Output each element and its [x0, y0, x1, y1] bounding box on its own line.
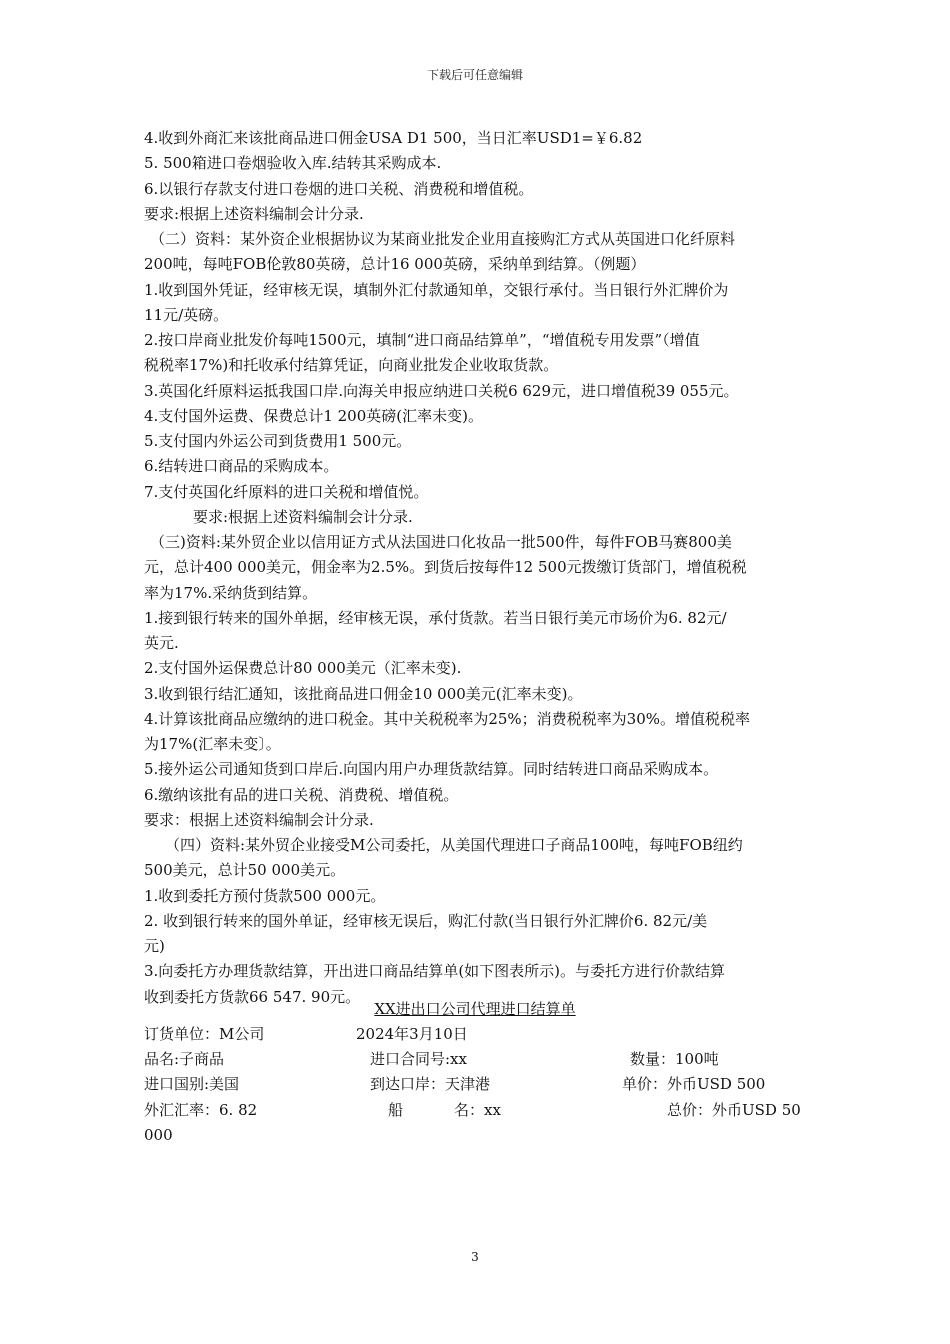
form-ship-name: 名：xx — [454, 1101, 501, 1119]
text-line: 3.收到银行结汇通知，该批商品进口佣金10 000美元(汇率未变)。 — [144, 685, 583, 703]
form-ship-label: 船 — [388, 1101, 404, 1119]
text-line: 11元/英磅。 — [144, 306, 229, 324]
text-line: 2. 收到银行转来的国外单证，经审核无误后，购汇付款(当日银行外汇牌价6. 82元/美 — [144, 912, 708, 930]
form-arrival-port: 到达口岸：天津港 — [370, 1075, 491, 1093]
text-line: （三)资料:某外贸企业以信用证方式从法国进口化妆品一批500件，每件FOB马赛800美 — [150, 533, 732, 551]
text-line: 6.结转进口商品的采购成本。 — [144, 457, 339, 475]
page-number: 3 — [471, 1250, 479, 1264]
form-unit-price: 单价：外币USD 500 — [622, 1075, 766, 1093]
text-line: 元，总计400 000美元，佣金率为2.5%。到货后按每件12 500元拨缴订货部门，增值税税 — [144, 558, 747, 576]
text-line: 500美元，总计50 000美元。 — [144, 861, 346, 879]
text-line: 要求：根据上述资料编制会计分录. — [144, 811, 374, 829]
text-line: 要求:根据上述资料编制会计分录. — [144, 205, 364, 223]
text-line: 4.收到外商汇来该批商品进口佣金USA D1 500，当日汇率USD1=￥6.82 — [144, 129, 643, 147]
form-contract-no: 进口合同号:xx — [370, 1050, 467, 1068]
form-date: 2024年3月10日 — [356, 1025, 468, 1043]
text-line: 3.英国化纤原料运抵我国口岸.向海关申报应纳进口关税6 629元，进口增值税39 055元。 — [144, 382, 739, 400]
text-line: 英元. — [144, 634, 179, 652]
text-line: 4.计算该批商品应缴纳的进口税金。其中关税税率为25%；消费税税率为30%。增值税税率 — [144, 710, 750, 728]
text-line: 3.向委托方办理货款结算，开出进口商品结算单(如下图表所示)。与委托方进行价款结算 — [144, 962, 726, 980]
page-header: 下载后可任意编辑 — [426, 68, 523, 82]
text-line: 1.收到委托方预付货款500 000元。 — [144, 887, 386, 905]
text-line: 6.以银行存款支付进口卷烟的进口关税、消费税和增值税。 — [144, 180, 534, 198]
form-title: XX进出口公司代理进口结算单 — [374, 1000, 576, 1018]
text-line: 2.按口岸商业批发价每吨1500元，填制“进口商品结算单”，“增值税专用发票”（增值 — [144, 331, 700, 349]
text-line: 要求:根据上述资料编制会计分录. — [193, 508, 413, 526]
form-quantity: 数量：100吨 — [630, 1050, 719, 1068]
text-line: 1.接到银行转来的国外单据，经审核无误，承付货款。若当日银行美元市场价为6. 82元/ — [144, 609, 727, 627]
text-line: （二）资料：某外资企业根据协议为某商业批发企业用直接购汇方式从英国进口化纤原料 — [150, 230, 736, 248]
text-line: 元) — [144, 937, 165, 955]
text-line: 5.接外运公司通知货到口岸后.向国内用户办理货款结算。同时结转进口商品采购成本。 — [144, 760, 719, 778]
text-line: 收到委托方货款66 547. 90元。 — [144, 988, 361, 1006]
text-line: 2.支付国外运保费总计80 000美元（汇率未变). — [144, 659, 462, 677]
text-line: 5.支付国内外运公司到货费用1 500元。 — [144, 432, 412, 450]
text-line: （四）资料:某外贸企业接受M公司委托，从美国代理进口子商品100吨，每吨FOB纽约 — [165, 836, 743, 854]
text-line: 税税率17%)和托收承付结算凭证，向商业批发企业收取货款。 — [144, 356, 559, 374]
text-line: 率为17%.采纳货到结算。 — [144, 584, 318, 602]
text-line: 为17%(汇率未变〕。 — [144, 735, 281, 753]
form-exchange-rate: 外汇汇率：6. 82 — [144, 1101, 258, 1119]
form-import-country: 进口国别:美国 — [144, 1075, 240, 1093]
text-line: 7.支付英国化纤原料的进口关税和增值悦。 — [144, 483, 429, 501]
text-line: 200吨，每吨FOB伦敦80英磅，总计16 000英磅，采纳单到结算。（例题） — [144, 255, 646, 273]
form-product-name: 品名:子商品 — [144, 1050, 225, 1068]
text-line: 1.收到国外凭证，经审核无误，填制外汇付款通知单，交银行承付。当日银行外汇牌价为 — [144, 281, 729, 299]
form-total-price: 总价：外币USD 50 — [667, 1101, 801, 1119]
text-line: 6.缴纳该批有品的进口关税、消费税、增值税。 — [144, 786, 459, 804]
form-order-unit: 订货单位：M公司 — [144, 1025, 265, 1043]
text-line: 5. 500箱进口卷烟验收入库.结转其采购成本. — [144, 154, 442, 172]
form-total-price-wrap: 000 — [144, 1126, 173, 1144]
text-line: 4.支付国外运费、保费总计1 200英磅(汇率未变)。 — [144, 407, 483, 425]
